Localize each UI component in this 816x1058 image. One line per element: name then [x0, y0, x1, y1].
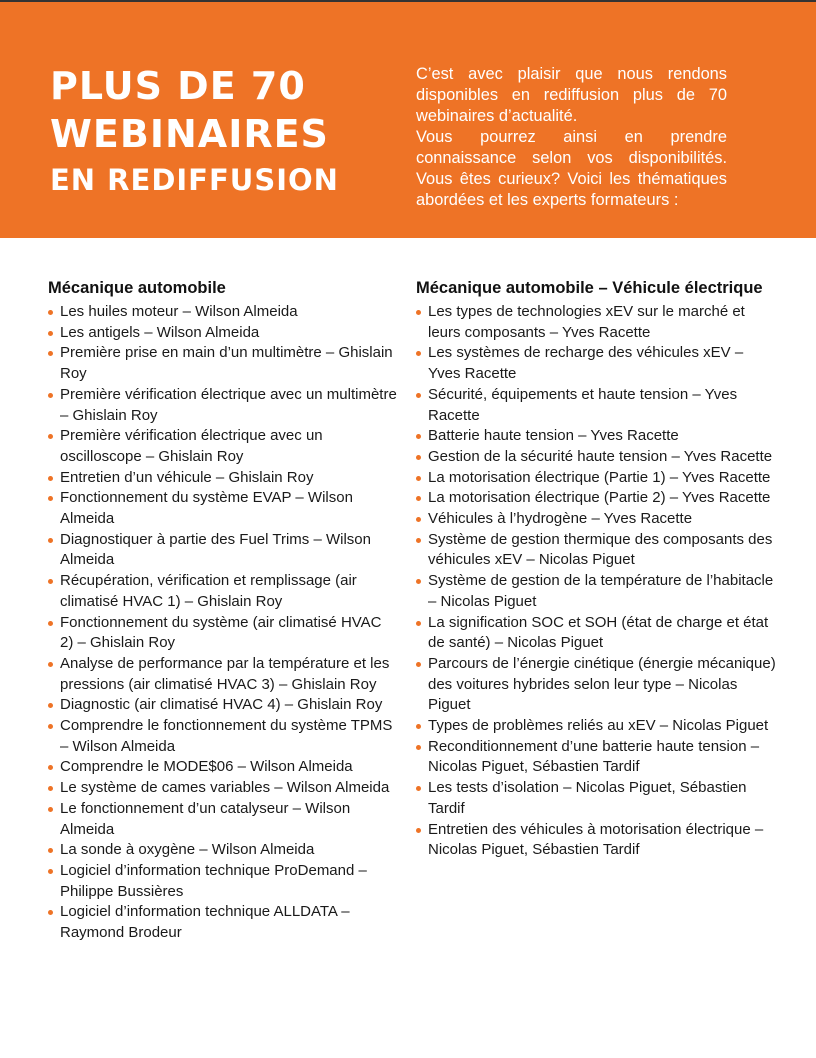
bullet-icon — [416, 393, 421, 398]
bullet-icon — [48, 869, 53, 874]
list-item — [48, 468, 398, 489]
section-title: Mécanique automobile — [48, 279, 226, 297]
bullet-icon — [48, 724, 53, 729]
bullet-icon — [48, 351, 53, 356]
list-item-text: Première prise en main d’un multimètre – Ghislain Roy — [60, 344, 393, 383]
bullet-icon — [416, 310, 421, 315]
list-item-text: Logiciel d’information technique ALLDATA – Raymond Brodeur — [60, 903, 350, 942]
list-item-text: Gestion de la sécurité haute tension – Yves Racette — [428, 447, 773, 465]
bullet-icon — [48, 807, 53, 812]
list-item — [48, 695, 398, 716]
list-item-text: Batterie haute tension – Yves Racette — [428, 427, 679, 445]
list-item — [48, 530, 398, 571]
title-line-3: EN REDIFFUSION — [50, 163, 339, 197]
list-item — [48, 385, 398, 426]
list-item-text: Première vérification électrique avec un oscilloscope – Ghislain Roy — [60, 427, 323, 465]
list-item-text: Comprendre le MODE$06 – Wilson Almeida — [60, 758, 353, 776]
bullet-icon — [48, 538, 53, 543]
list-item-text: Véhicules à l’hydrogène – Yves Racette — [428, 510, 693, 528]
list-item-text: Fonctionnement du système (air climatisé HVAC 2) – Ghislain Roy — [60, 613, 382, 652]
title-line-2: WEBINAIRES — [50, 112, 329, 156]
list-item-text: Parcours de l’énergie cinétique (énergie mécanique) des voitures hybrides selon leur type – Nicolas Piguet — [428, 654, 776, 714]
list-item — [416, 613, 776, 654]
list-item — [48, 757, 398, 778]
list-item-text: Les tests d’isolation – Nicolas Piguet, Sébastien Tardif — [428, 779, 747, 817]
bullet-icon — [416, 434, 421, 439]
list-item-text: Logiciel d’information technique ProDemand – Philippe Bussières — [60, 861, 367, 900]
list-item-text: Les types de technologies xEV sur le marché et leurs composants – Yves Racette — [428, 303, 745, 341]
bullet-icon — [416, 455, 421, 460]
list-item — [48, 613, 398, 654]
list-item — [48, 716, 398, 757]
section-mecanique-automobile — [48, 278, 398, 944]
bullet-icon — [48, 703, 53, 708]
list-item-text: La signification SOC et SOH (état de charge et état de santé) – Nicolas Piguet — [428, 613, 769, 652]
list-item — [48, 571, 398, 612]
list-item — [416, 654, 776, 716]
list-item — [416, 509, 776, 530]
list-item — [48, 778, 398, 799]
list-item — [416, 778, 776, 819]
list-item-text: Le fonctionnement d’un catalyseur – Wilson Almeida — [60, 799, 351, 838]
title-line-1: PLUS DE 70 — [50, 64, 306, 108]
bullet-icon — [416, 496, 421, 501]
header-banner — [0, 2, 816, 238]
list-item-text: Reconditionnement d’une batterie haute tension – Nicolas Piguet, Sébastien Tardif — [428, 737, 760, 776]
list-item — [48, 323, 398, 344]
bullet-icon — [48, 579, 53, 584]
list-item-text: Fonctionnement du système EVAP – Wilson Almeida — [60, 489, 353, 528]
bullet-icon — [48, 310, 53, 315]
list-item — [416, 716, 776, 737]
intro-paragraph-2: Vous pourrez ainsi en prendre connaissance selon vos disponibilités. Vous êtes curieux? Voici les thématiques abordées et les experts formateurs : — [416, 128, 727, 209]
list-item — [48, 302, 398, 323]
list-item — [416, 468, 776, 489]
list-item-text: Première vérification électrique avec un multimètre – Ghislain Roy — [60, 385, 397, 424]
list-item — [416, 530, 776, 571]
list-item-text: Entretien des véhicules à motorisation électrique – Nicolas Piguet, Sébastien Tardif — [428, 820, 764, 859]
bullet-icon — [48, 662, 53, 667]
list-item — [416, 488, 776, 509]
bullet-icon — [48, 910, 53, 915]
bullet-icon — [416, 579, 421, 584]
list-item-text: Sécurité, équipements et haute tension – Yves Racette — [428, 385, 738, 424]
list-item-text: Les systèmes de recharge des véhicules xEV – Yves Racette — [428, 344, 744, 383]
bullet-icon — [416, 745, 421, 750]
webinar-list — [416, 302, 776, 861]
list-item-text: Système de gestion de la température de l’habitacle – Nicolas Piguet — [428, 572, 774, 610]
bullet-icon — [48, 496, 53, 501]
list-item — [48, 861, 398, 902]
bullet-icon — [48, 476, 53, 481]
list-item — [48, 654, 398, 695]
list-item-text: Entretien d’un véhicule – Ghislain Roy — [60, 468, 314, 486]
bullet-icon — [48, 786, 53, 791]
list-item — [416, 737, 776, 778]
intro-text — [416, 64, 727, 211]
bullet-icon — [48, 848, 53, 853]
bullet-icon — [48, 434, 53, 439]
list-item-text: La sonde à oxygène – Wilson Almeida — [60, 841, 315, 859]
intro-paragraph-1: C’est avec plaisir que nous rendons disponibles en rediffusion plus de 70 webinaires d’actualité. — [416, 65, 727, 125]
bullet-icon — [416, 828, 421, 833]
bullet-icon — [416, 476, 421, 481]
list-item-text: Types de problèmes reliés au xEV – Nicolas Piguet — [428, 717, 769, 735]
bullet-icon — [416, 786, 421, 791]
list-item — [48, 426, 398, 467]
section-title: Mécanique automobile – Véhicule électrique — [416, 279, 763, 297]
list-item — [416, 302, 776, 343]
list-item-text: Le système de cames variables – Wilson Almeida — [60, 779, 390, 797]
list-item-text: La motorisation électrique (Partie 2) – Yves Racette — [428, 489, 771, 507]
bullet-icon — [416, 621, 421, 626]
list-item-text: Les huiles moteur – Wilson Almeida — [60, 303, 298, 320]
webinar-list — [48, 302, 398, 944]
list-item-text: Comprendre le fonctionnement du système TPMS – Wilson Almeida — [60, 717, 393, 755]
page-title — [50, 62, 339, 202]
bullet-icon — [48, 331, 53, 336]
bullet-icon — [416, 517, 421, 522]
list-item — [48, 488, 398, 529]
list-item-text: Les antigels – Wilson Almeida — [60, 323, 260, 341]
list-item — [416, 343, 776, 384]
list-item — [48, 840, 398, 861]
bullet-icon — [416, 662, 421, 667]
list-item-text: Récupération, vérification et remplissage (air climatisé HVAC 1) – Ghislain Roy — [60, 572, 357, 610]
list-item — [416, 571, 776, 612]
bullet-icon — [416, 538, 421, 543]
list-item-text: La motorisation électrique (Partie 1) – Yves Racette — [428, 468, 771, 486]
list-item — [416, 447, 776, 468]
list-item-text: Système de gestion thermique des composants des véhicules xEV – Nicolas Piguet — [428, 530, 773, 569]
list-item — [48, 902, 398, 943]
bullet-icon — [416, 724, 421, 729]
bullet-icon — [416, 351, 421, 356]
section-vehicule-electrique — [416, 278, 776, 861]
list-item — [48, 343, 398, 384]
bullet-icon — [48, 765, 53, 770]
list-item — [416, 820, 776, 861]
list-item-text: Diagnostiquer à partie des Fuel Trims – Wilson Almeida — [60, 530, 371, 569]
list-item — [416, 426, 776, 447]
bullet-icon — [48, 393, 53, 398]
list-item — [48, 799, 398, 840]
list-item-text: Diagnostic (air climatisé HVAC 4) – Ghislain Roy — [60, 696, 383, 714]
list-item — [416, 385, 776, 426]
list-item-text: Analyse de performance par la température et les pressions (air climatisé HVAC 3) – Ghislain Roy — [60, 654, 390, 693]
bullet-icon — [48, 621, 53, 626]
